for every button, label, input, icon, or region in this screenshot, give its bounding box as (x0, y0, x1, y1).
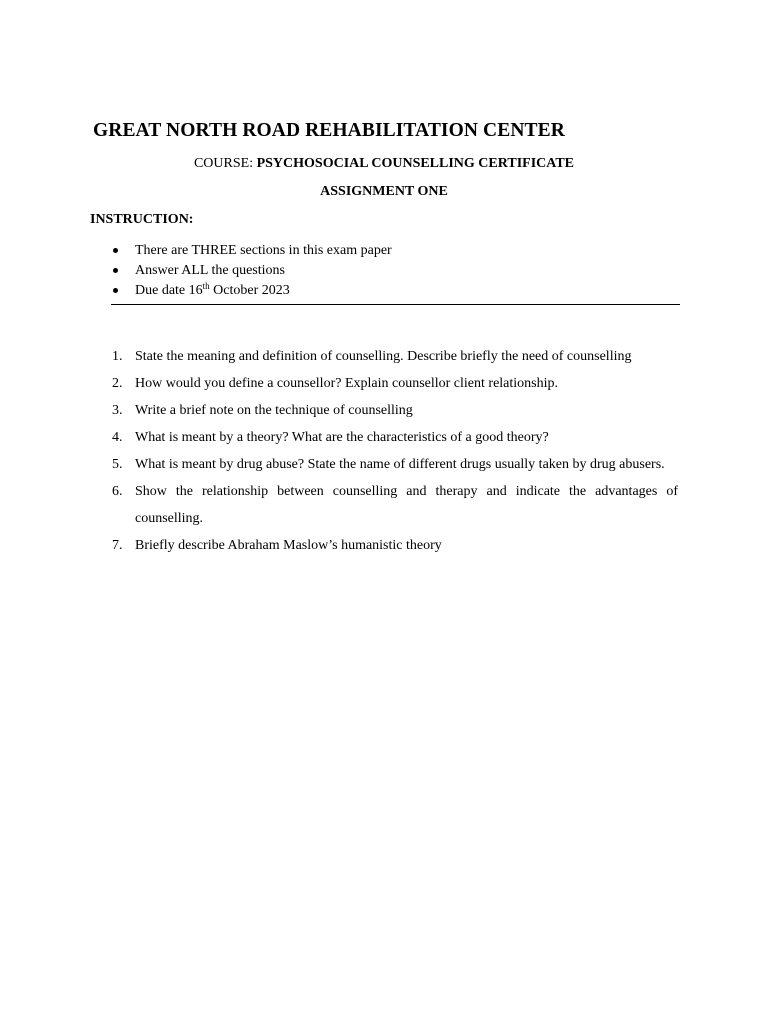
instruction-item-due-date (110, 282, 392, 302)
bullet-icon (113, 248, 118, 253)
question-text: State the meaning and definition of counselling. Describe briefly the need of counselling (135, 349, 632, 364)
due-date-prefix: Due date 16 (135, 283, 203, 298)
question-item (110, 532, 678, 559)
question-number: 4. (112, 430, 123, 445)
bullet-icon (113, 288, 118, 293)
question-number: 7. (112, 538, 123, 553)
question-number: 3. (112, 403, 123, 418)
instruction-list (110, 242, 392, 302)
question-text: Write a brief note on the technique of counselling (135, 403, 413, 418)
instruction-item (110, 262, 392, 282)
due-date-ordinal: th (202, 281, 210, 291)
question-text: Show the relationship between counselling and therapy and indicate the advantages of counselling. (135, 484, 678, 526)
question-number: 5. (112, 457, 123, 472)
instruction-item-text: There are THREE sections in this exam paper (135, 243, 392, 258)
question-text: How would you define a counsellor? Explain counsellor client relationship. (135, 376, 559, 391)
course-name: PSYCHOSOCIAL COUNSELLING CERTIFICATE (256, 156, 575, 171)
instruction-item-text: Answer ALL the questions (135, 263, 285, 278)
institution-title: GREAT NORTH ROAD REHABILITATION CENTER (93, 120, 565, 141)
bullet-icon (113, 268, 118, 273)
question-text: What is meant by a theory? What are the characteristics of a good theory? (135, 430, 549, 445)
question-number: 6. (112, 484, 123, 499)
question-text: Briefly describe Abraham Maslow’s humanistic theory (135, 538, 442, 553)
question-list (110, 343, 678, 559)
question-item (110, 478, 678, 532)
course-line (0, 156, 768, 172)
instruction-item (110, 242, 392, 262)
question-item (110, 397, 678, 424)
due-date-rest: October 2023 (209, 283, 290, 298)
section-divider (111, 304, 680, 305)
question-number: 2. (112, 376, 123, 391)
instruction-heading: INSTRUCTION: (90, 212, 194, 227)
question-text: What is meant by drug abuse? State the name of different drugs usually taken by drug abusers. (135, 457, 665, 472)
question-item (110, 343, 678, 370)
question-number: 1. (112, 349, 123, 364)
question-item (110, 451, 678, 478)
assignment-title: ASSIGNMENT ONE (320, 184, 448, 199)
question-item (110, 370, 678, 397)
question-item (110, 424, 678, 451)
course-label: COURSE: (193, 156, 257, 171)
